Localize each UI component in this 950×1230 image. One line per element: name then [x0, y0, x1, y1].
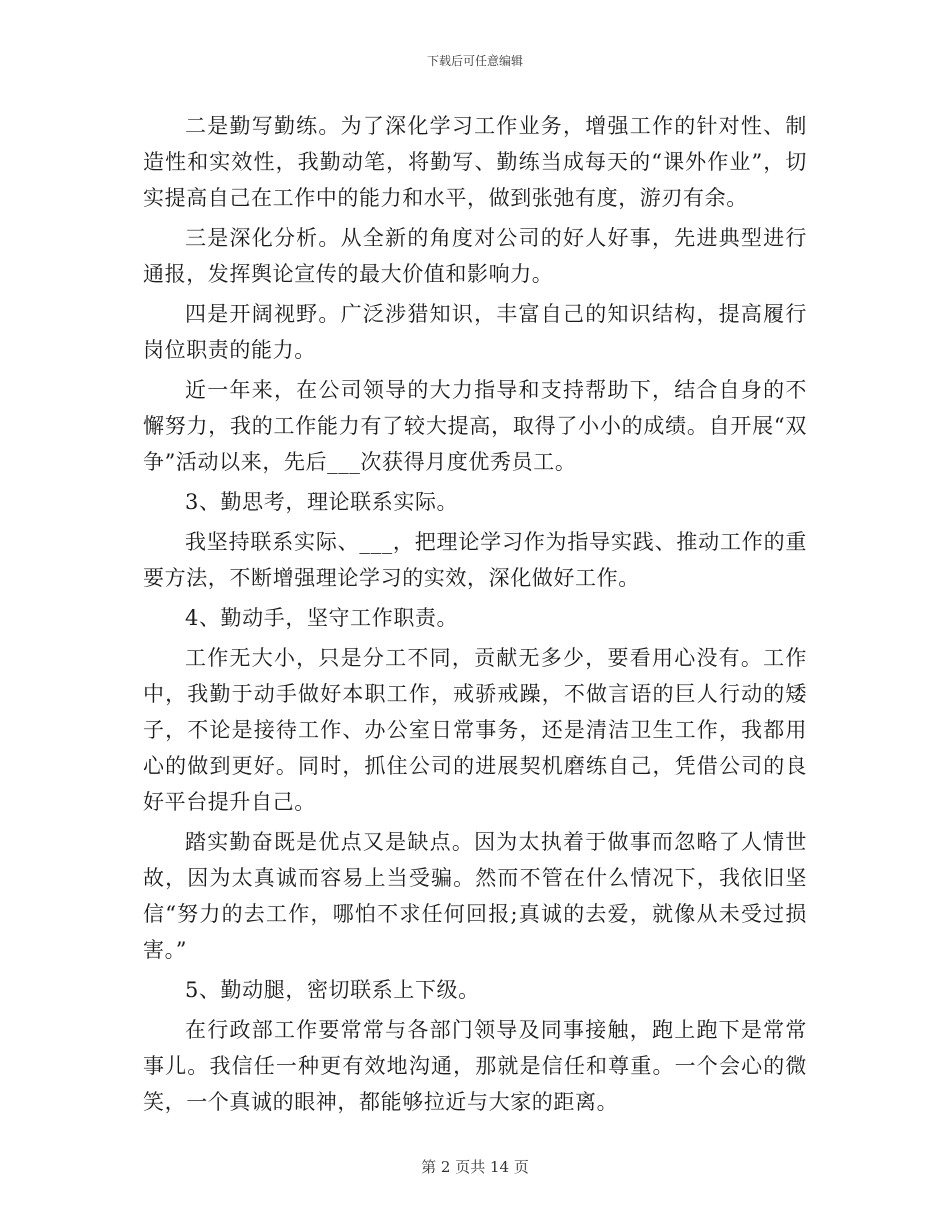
- paragraph-theory-practice: 我坚持联系实际、___，把理论学习作为指导实践、推动工作的重要方法，不断增强理论学习的实效，深化做好工作。: [143, 530, 807, 590]
- paragraph-practice-writing: 二是勤写勤练。为了深化学习工作业务，增强工作的针对性、制造性和实效性，我勤动笔，将勤写、勤练当成每天的“课外作业”，切实提高自己在工作中的能力和水平，做到张弛有度，游刃有余。: [143, 114, 807, 210]
- document-body: [143, 108, 807, 1124]
- section-heading-think: 3、勤思考，理论联系实际。: [185, 490, 459, 514]
- paragraph-achievements: 近一年来，在公司领导的大力指导和支持帮助下，结合自身的不懈努力，我的工作能力有了较大提高，取得了小小的成绩。自开展“双争”活动以来，先后___次获得月度优秀员工。: [143, 378, 807, 474]
- paragraph-diligence: 踏实勤奋既是优点又是缺点。因为太执着于做事而忽略了人情世故，因为太真诚而容易上当受骗。然而不管在什么情况下，我依旧坚信“努力的去工作，哪怕不求任何回报;真诚的去爱，就像从未受过损害。”: [143, 830, 807, 962]
- section-heading-hands-on: 4、勤动手，坚守工作职责。: [185, 606, 459, 630]
- paragraph-deep-analysis: 三是深化分析。从全新的角度对公司的好人好事，先进典型进行通报，发挥舆论宣传的最大价值和影响力。: [143, 226, 807, 286]
- paragraph-work-duties: 工作无大小，只是分工不同，贡献无多少，要看用心没有。工作中，我勤于动手做好本职工作，戒骄戒躁，不做言语的巨人行动的矮子，不论是接待工作、办公室日常事务，还是清洁卫生工作，我都用心的做到更好。同时，抓住公司的进展契机磨练自己，凭借公司的良好平台提升自己。: [143, 646, 807, 814]
- page-header: 下载后可任意编辑: [426, 54, 523, 68]
- paragraph-communication: 在行政部工作要常常与各部门领导及同事接触，跑上跑下是常常事儿。我信任一种更有效地沟通，那就是信任和尊重。一个会心的微笑，一个真诚的眼神，都能够拉近与大家的距离。: [143, 1018, 807, 1114]
- page-footer: 第 2 页共 14 页: [421, 1158, 529, 1176]
- paragraph-broaden-vision: 四是开阔视野。广泛涉猎知识，丰富自己的知识结构，提高履行岗位职责的能力。: [143, 302, 807, 362]
- section-heading-contact: 5、勤动腿，密切联系上下级。: [185, 978, 480, 1002]
